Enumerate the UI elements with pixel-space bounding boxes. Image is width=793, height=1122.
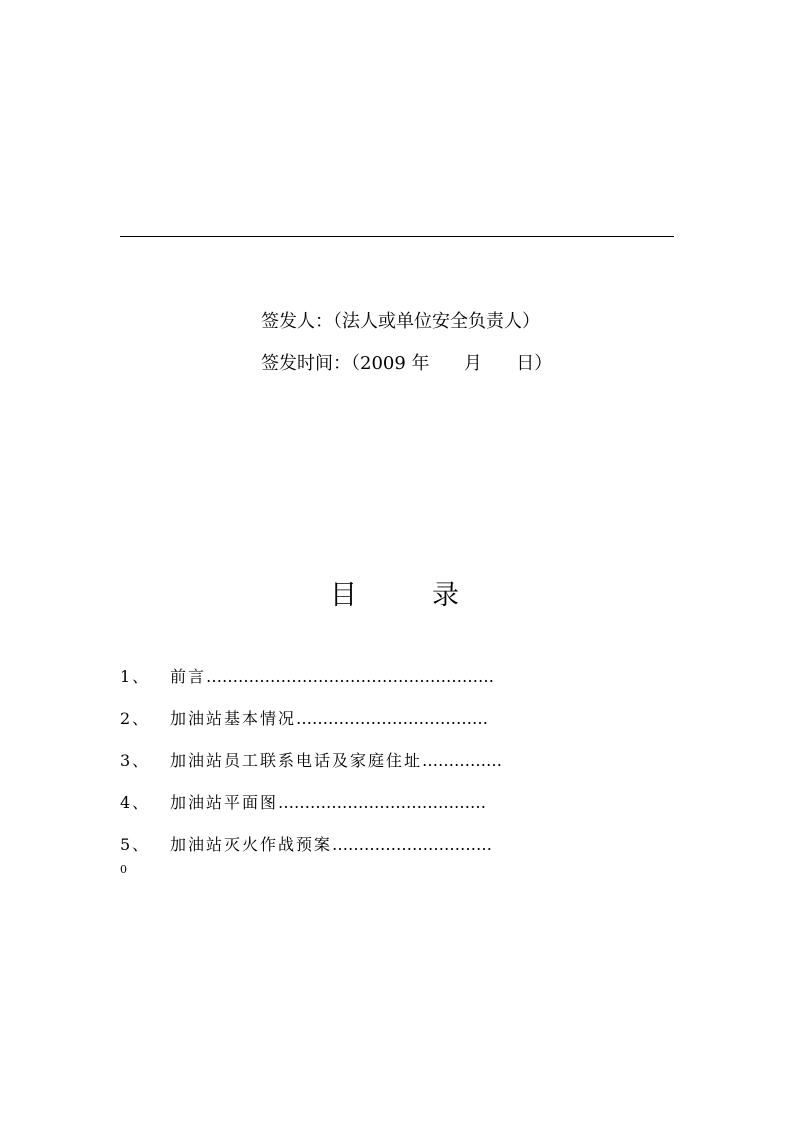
toc-item[interactable] bbox=[120, 663, 540, 705]
toc-item[interactable] bbox=[120, 789, 540, 831]
toc-item[interactable] bbox=[120, 747, 540, 789]
toc-item-leader: ………………………………… bbox=[278, 793, 487, 812]
toc-item-number: 2、 bbox=[120, 709, 151, 728]
toc-item-number: 1、 bbox=[120, 667, 151, 686]
sign-time-line: 签发时间：（2009 年 月 日） bbox=[261, 353, 553, 374]
toc-item[interactable] bbox=[120, 705, 540, 747]
toc-item-number: 5、 bbox=[120, 835, 151, 854]
toc-item[interactable] bbox=[120, 831, 540, 873]
toc-item-leader: ……………………………… bbox=[296, 709, 489, 728]
toc-item-label: 加油站灭火作战预案 bbox=[170, 835, 333, 854]
toc-title-char-1: 目 bbox=[330, 580, 357, 611]
toc-item-number: 3、 bbox=[120, 751, 151, 770]
toc-title bbox=[0, 573, 793, 613]
toc-list bbox=[120, 663, 540, 873]
toc-item-number: 4、 bbox=[120, 793, 151, 812]
toc-item-leader: ………………………… bbox=[332, 835, 493, 854]
toc-item-label: 加油站基本情况 bbox=[170, 709, 297, 728]
toc-item-label: 加油站员工联系电话及家庭住址 bbox=[170, 751, 423, 770]
tail-mark: 0 bbox=[120, 863, 127, 876]
signer-line: 签发人：（法人或单位安全负责人） bbox=[261, 311, 540, 332]
header-rule bbox=[120, 236, 674, 237]
toc-item-leader: ……………………………………………… bbox=[206, 667, 495, 686]
toc-item-label: 加油站平面图 bbox=[170, 793, 279, 812]
toc-item-label: 前言 bbox=[170, 667, 207, 686]
toc-title-char-2: 录 bbox=[432, 580, 459, 611]
toc-item-leader: …………… bbox=[422, 751, 503, 770]
